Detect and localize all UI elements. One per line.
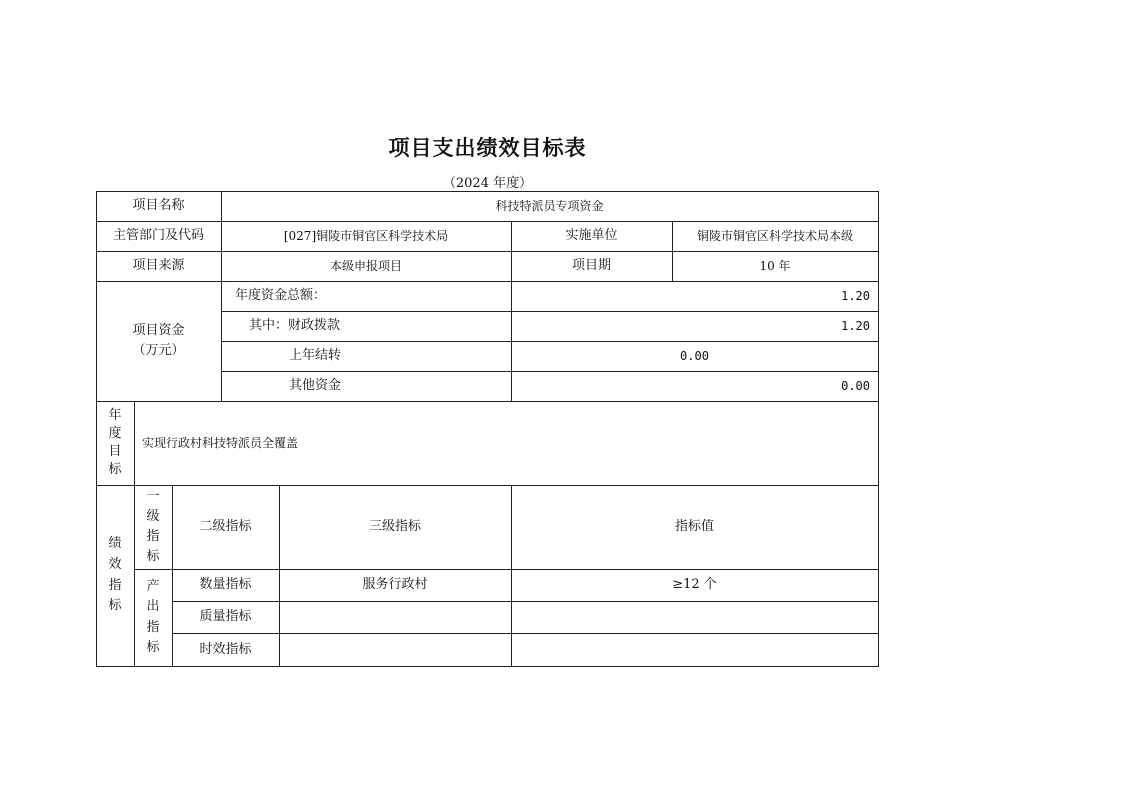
funds-label bbox=[96, 281, 221, 401]
project-name-label: 项目名称 bbox=[132, 198, 185, 214]
level1-header bbox=[134, 485, 172, 569]
funds-label-line1: 项目资金 bbox=[132, 323, 185, 339]
level1-output-char: 产 bbox=[146, 579, 160, 595]
unit-label: 实施单位 bbox=[565, 228, 618, 244]
annual-goal-char: 标 bbox=[108, 462, 122, 478]
level1-header-char: 标 bbox=[146, 549, 160, 565]
funds-fiscal-label: 其中：财政拨款 bbox=[249, 318, 341, 334]
funds-total-value: 1.20 bbox=[841, 288, 870, 303]
level1-header-char: 指 bbox=[146, 529, 160, 544]
annual-goal-label bbox=[96, 401, 134, 485]
performance-char: 标 bbox=[108, 598, 122, 614]
dept-value: [027]铜陵市铜官区科学技术局 bbox=[283, 228, 449, 243]
row-timeliness-level3 bbox=[279, 633, 511, 666]
project-name-value: 科技特派员专项资金 bbox=[495, 198, 604, 213]
level1-header-char: 级 bbox=[146, 508, 160, 524]
performance-char: 效 bbox=[108, 556, 122, 572]
performance-label bbox=[96, 485, 134, 666]
period-value: 10 年 bbox=[759, 258, 791, 273]
funds-fiscal-value: 1.20 bbox=[841, 318, 870, 333]
level1-output-char: 指 bbox=[146, 619, 160, 635]
row-quality-level2: 质量指标 bbox=[199, 609, 252, 625]
level1-header-char: 一 bbox=[146, 488, 160, 504]
row-quantity-value: ≥12 个 bbox=[672, 577, 717, 593]
source-value: 本级申报项目 bbox=[329, 258, 402, 273]
unit-value: 铜陵市铜官区科学技术局本级 bbox=[696, 228, 853, 243]
level1-output bbox=[134, 569, 172, 666]
level1-output-char: 出 bbox=[146, 599, 160, 615]
annual-goal-char: 目 bbox=[108, 444, 122, 459]
performance-char: 指 bbox=[108, 577, 122, 593]
level1-output-char: 标 bbox=[146, 639, 160, 655]
funds-label-line2: （万元） bbox=[132, 343, 185, 358]
row-quantity-level2: 数量指标 bbox=[199, 577, 252, 593]
row-quality-value bbox=[511, 601, 878, 633]
performance-char: 绩 bbox=[108, 535, 122, 551]
funds-carryover-value: 0.00 bbox=[680, 348, 709, 363]
dept-label: 主管部门及代码 bbox=[112, 228, 204, 244]
row-timeliness-value bbox=[511, 633, 878, 666]
funds-other-label: 其他资金 bbox=[289, 378, 342, 394]
row-quantity-level3: 服务行政村 bbox=[362, 577, 428, 593]
funds-other-value: 0.00 bbox=[841, 378, 870, 393]
col-level3-header: 三级指标 bbox=[368, 519, 421, 535]
col-level2-header: 二级指标 bbox=[199, 519, 252, 535]
col-value-header: 指标值 bbox=[674, 519, 714, 535]
annual-goal-text: 实现行政村科技特派员全覆盖 bbox=[142, 435, 299, 450]
funds-carryover-label: 上年结转 bbox=[289, 348, 342, 364]
annual-goal-char: 度 bbox=[108, 425, 122, 441]
period-label: 项目期 bbox=[571, 258, 611, 274]
funds-total-label: 年度资金总额： bbox=[235, 288, 327, 304]
row-quality-level3 bbox=[279, 601, 511, 633]
row-timeliness-level2: 时效指标 bbox=[199, 641, 252, 657]
year-subtitle: （2024 年度） bbox=[442, 176, 533, 191]
source-label: 项目来源 bbox=[132, 258, 185, 274]
page-title: 项目支出绩效目标表 bbox=[388, 136, 587, 160]
annual-goal-char: 年 bbox=[108, 407, 122, 423]
